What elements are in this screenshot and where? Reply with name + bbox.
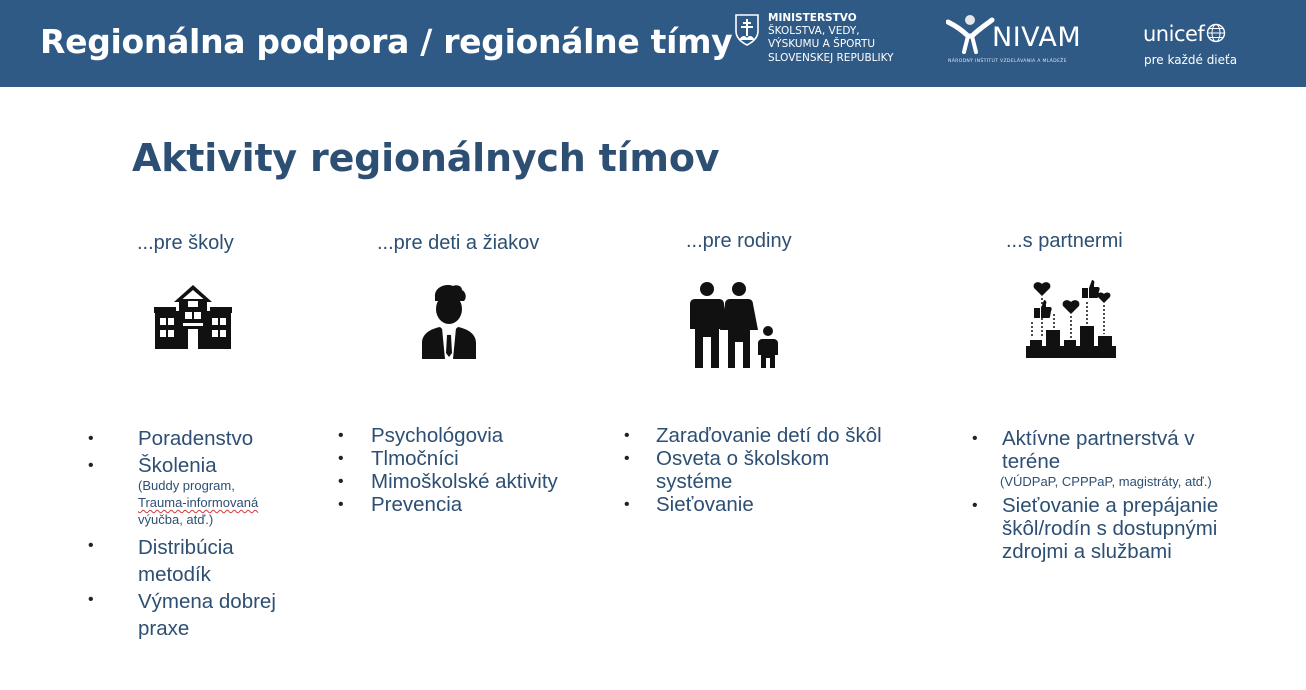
item-text: Zaraďovanie detí do škôl (656, 424, 882, 447)
list-children (338, 424, 601, 516)
list-item (624, 424, 926, 447)
item-text: Osveta o školskom (656, 447, 830, 470)
bullet-icon: • (624, 450, 630, 467)
unicef-globe-icon (1206, 23, 1226, 43)
bullet-icon: • (338, 496, 344, 513)
column-heading-partners: ...s partnermi (1006, 230, 1123, 252)
list-item (624, 493, 926, 516)
item-text: Sieťovanie (656, 493, 754, 516)
nivam-wordmark: NIVAM (992, 22, 1082, 53)
item-text: Poradenstvo (138, 427, 254, 450)
item-text: škôl/rodín s dostupnými (1002, 517, 1218, 540)
bullet-icon: • (972, 430, 978, 447)
list-item (88, 427, 328, 450)
ministry-line: VÝSKUMU A ŠPORTU (768, 38, 876, 51)
bullet-icon: • (88, 537, 94, 554)
ministry-line: SLOVENSKEJ REPUBLIKY (768, 51, 894, 64)
list-item (88, 588, 328, 642)
column-heading-children: ...pre deti a žiakov (377, 232, 540, 254)
bullet-icon: • (88, 457, 94, 474)
item-text: Výmena dobrej (138, 590, 276, 613)
list-item (338, 424, 601, 447)
list-item (624, 447, 926, 493)
item-note: výučba, atď.) (138, 512, 214, 527)
nivam-subtitle: NÁRODNÝ INŠTITÚT VZDELÁVANIA A MLÁDEŽE (948, 59, 1067, 64)
bullet-icon: • (338, 450, 344, 467)
ministry-logo-text (768, 12, 894, 65)
bullet-icon: • (338, 473, 344, 490)
item-note: (Buddy program, (138, 478, 235, 493)
school-building-icon (154, 285, 232, 349)
nivam-person-icon (946, 14, 996, 56)
bullet-icon: • (972, 497, 978, 514)
item-text: Aktívne partnerstvá v (1002, 427, 1195, 450)
bullet-icon: • (338, 427, 344, 444)
item-text: Distribúcia (138, 536, 234, 559)
item-text: Sieťovanie a prepájanie (1002, 494, 1219, 517)
item-text: Tlmočníci (371, 447, 459, 470)
list-item (972, 427, 1292, 490)
item-text: systéme (656, 470, 733, 493)
list-families (624, 424, 926, 516)
item-note: Trauma-informovaná (138, 495, 259, 510)
bullet-icon: • (88, 591, 94, 608)
ministry-line: ŠKOLSTVA, VEDY, (768, 25, 860, 38)
list-schools (88, 427, 328, 642)
list-item (88, 454, 328, 528)
partners-likes-icon (1024, 274, 1118, 360)
unicef-wordmark: unicef (1143, 22, 1205, 46)
item-text: Školenia (138, 454, 217, 477)
unicef-logo (1140, 20, 1240, 70)
item-text: teréne (1002, 450, 1061, 473)
list-item (338, 470, 601, 493)
page-title: Aktivity regionálnych tímov (132, 136, 720, 180)
family-icon (690, 282, 782, 368)
unicef-tagline: pre každé dieťa (1144, 53, 1238, 67)
item-text: Psychológovia (371, 424, 504, 447)
list-item (972, 494, 1292, 563)
header-title: Regionálna podpora / regionálne tímy (40, 22, 733, 61)
nivam-logo (946, 14, 1086, 72)
list-item (338, 447, 601, 470)
student-person-icon (420, 283, 478, 359)
ministry-line: MINISTERSTVO (768, 12, 857, 24)
item-text: Mimoškolské aktivity (371, 470, 558, 493)
column-heading-schools: ...pre školy (137, 232, 234, 254)
list-item (88, 534, 328, 588)
list-partners (972, 427, 1292, 563)
bullet-icon: • (624, 427, 630, 444)
item-text: Prevencia (371, 493, 463, 516)
slovak-coat-of-arms-icon (735, 14, 759, 46)
column-heading-families: ...pre rodiny (686, 230, 792, 252)
item-text: praxe (138, 617, 190, 640)
bullet-icon: • (88, 430, 94, 447)
header-bar (0, 0, 1306, 87)
item-note: (VÚDPaP, CPPPaP, magistráty, atď.) (1000, 474, 1212, 489)
item-text: metodík (138, 563, 211, 586)
item-text: zdrojmi a službami (1002, 540, 1172, 563)
bullet-icon: • (624, 496, 630, 513)
list-item (338, 493, 601, 516)
